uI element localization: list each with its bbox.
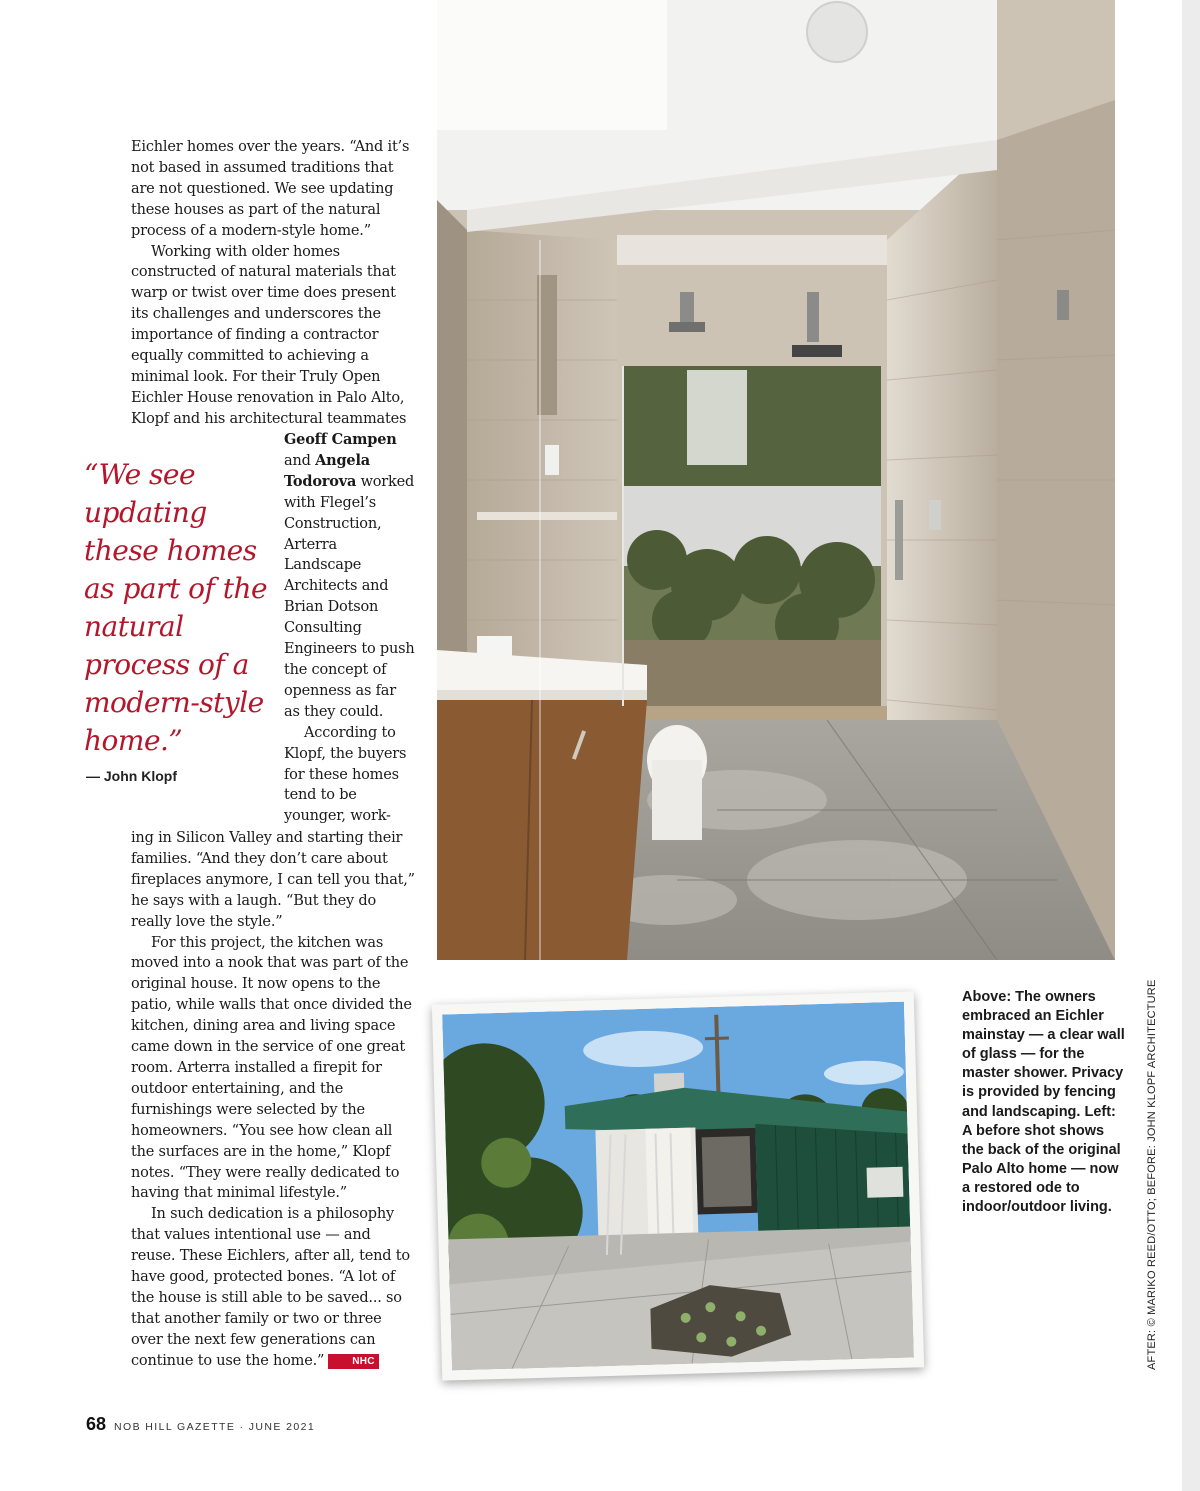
pull-quote-attribution: — John Klopf <box>86 768 177 784</box>
conjunction: and <box>284 452 311 469</box>
article-paragraph: For this project, the kitchen was moved into a nook that was part of the original house. It now opens to the patio, while walls that once divided the kitchen, dining area and living space came down in the service of one great room. Arterra installed a firepit for outdoor entertaining, and the furnishings were selected by the homeowners. “You see how clean all the surfaces are in the home,” Klopf notes. “They were really dedicated to having that minimal lifestyle.” <box>131 934 412 1202</box>
article-column-top <box>131 137 416 430</box>
photo-credit: AFTER: © MARIKO REED/OTTO; BEFORE: JOHN KLOPF ARCHITECTURE <box>1146 979 1158 1370</box>
before-photo <box>442 1002 914 1371</box>
person-name: Geoff Campen <box>284 431 397 448</box>
magazine-issue: NOB HILL GAZETTE · JUNE 2021 <box>114 1421 316 1433</box>
article-column-narrow <box>284 430 416 827</box>
pull-quote: “We see updating these homes as part of the natural process of a modern-style home.” <box>84 458 268 757</box>
page-number: 68 <box>86 1414 107 1434</box>
article-paragraph: Eichler homes over the years. “And it’s not based in assumed traditions that are not questioned. We see updating these houses as part of the natural process of a modern-style home.” <box>131 139 410 239</box>
end-mark-badge: NHC <box>328 1354 379 1369</box>
article-paragraph: ing in Silicon Valley and starting their families. “And they don’t care about fireplaces anymore, I can tell you that,” he says with a laugh. “But they do really love the style.” <box>131 830 415 930</box>
article-paragraph: Working with older homes constructed of natural materials that warp or twist over time does present its challenges and underscores the importance of finding a contractor equally committed to achieving a minimal look. For their Truly Open Eichler House renovation in Palo Alto, Klopf and his architectural teammates <box>131 243 407 427</box>
article-text: worked with Flegel’s Construction, Arterra Landscape Architects and Brian Dotson Consulting Engineers to push the concept of openness as far as they could. <box>284 473 415 720</box>
article-paragraph <box>131 1204 416 1371</box>
article-text: In such dedication is a philosophy that values intentional use — and reuse. These Eichlers, after all, tend to have good, protected bones. “A lot of the house is still able to be saved... so that another family or two or three over the next few generations can continue to use the home.” <box>131 1206 410 1369</box>
before-photo-print <box>432 991 924 1380</box>
article-paragraph <box>284 430 416 723</box>
article-paragraph: According to Klopf, the buyers for these homes tend to be younger, work- <box>284 724 407 825</box>
shower-photo <box>437 0 1115 960</box>
shower-photo-illustration <box>437 0 1115 960</box>
person-name: Angela Todorova <box>284 451 370 490</box>
article-column-bottom <box>131 828 416 1372</box>
page-edge <box>1182 0 1200 1491</box>
folio <box>86 1414 315 1435</box>
photo-caption: Above: The owners embraced an Eichler mainstay — a clear wall of glass — for the master shower. Privacy is provided by fencing and landscaping. Left: A before shot shows the back of the original Palo Alto home — now a restored ode to indoor/outdoor living. <box>962 989 1125 1216</box>
before-photo-illustration <box>442 1002 914 1371</box>
